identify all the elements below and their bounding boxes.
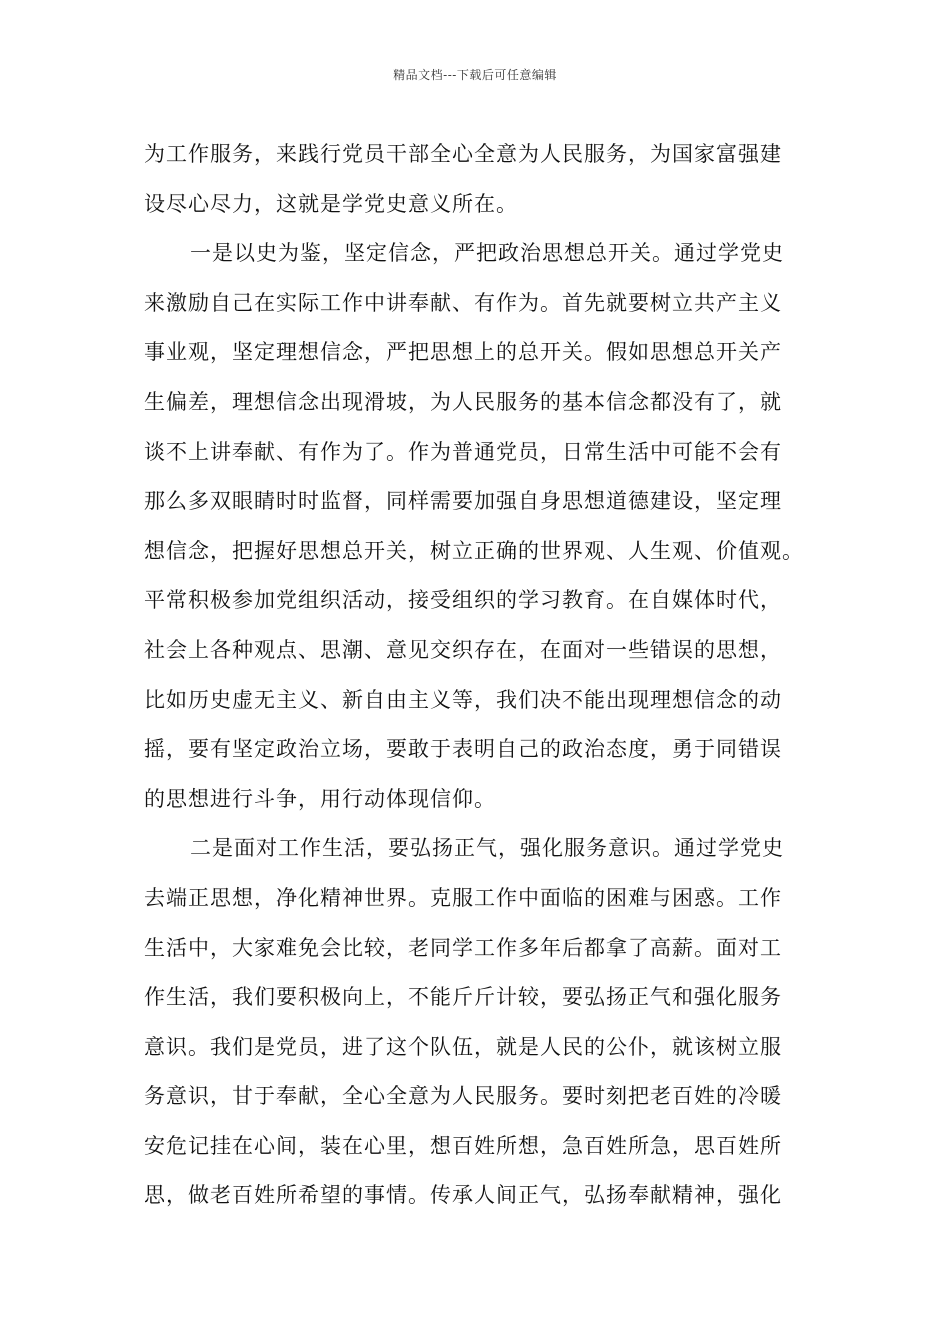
text-line: 二是面对工作生活，要弘扬正气，强化服务意识。通过学党史 — [190, 836, 784, 861]
text-line: 设尽心尽力，这就是学党史意义所在。 — [144, 191, 518, 216]
text-line: 思，做老百姓所希望的事情。传承人间正气，弘扬奉献精神，强化 — [144, 1183, 782, 1208]
text-line: 生活中，大家难免会比较，老同学工作多年后都拿了高薪。面对工 — [144, 935, 782, 960]
text-line: 为工作服务，来践行党员干部全心全意为人民服务，为国家富强建 — [144, 142, 782, 166]
document-body — [144, 130, 824, 1221]
text-line: 那么多双眼睛时时监督，同样需要加强自身思想道德建设，坚定理 — [144, 489, 782, 514]
text-line: 平常积极参加党组织活动，接受组织的学习教育。在自媒体时代， — [144, 588, 782, 613]
text-line: 安危记挂在心间，装在心里，想百姓所想，急百姓所急，思百姓所 — [144, 1133, 782, 1158]
page-header: 精品文档---下载后可任意编辑 — [393, 68, 557, 82]
text-line: 想信念，把握好思想总开关，树立正确的世界观、人生观、价值观。 — [144, 538, 804, 563]
text-line: 作生活，我们要积极向上，不能斤斤计较，要弘扬正气和强化服务 — [144, 985, 782, 1010]
text-line: 生偏差，理想信念出现滑坡，为人民服务的基本信念都没有了，就 — [144, 389, 782, 414]
text-line: 务意识，甘于奉献，全心全意为人民服务。要时刻把老百姓的冷暖 — [144, 1084, 782, 1109]
text-line: 比如历史虚无主义、新自由主义等，我们决不能出现理想信念的动 — [144, 687, 782, 712]
text-line: 摇，要有坚定政治立场，要敢于表明自己的政治态度，勇于同错误 — [144, 737, 782, 762]
text-line: 社会上各种观点、思潮、意见交织存在，在面对一些错误的思想， — [144, 637, 782, 662]
text-line: 事业观，坚定理想信念，严把思想上的总开关。假如思想总开关产 — [144, 340, 782, 365]
text-line: 意识。我们是党员，进了这个队伍，就是人民的公仆，就该树立服 — [144, 1034, 782, 1059]
text-line: 去端正思想，净化精神世界。克服工作中面临的困难与困惑。工作 — [144, 885, 782, 910]
text-line: 的思想进行斗争，用行动体现信仰。 — [144, 786, 496, 811]
text-line: 谈不上讲奉献、有作为了。作为普通党员，日常生活中可能不会有 — [144, 439, 782, 464]
text-line: 一是以史为鉴，坚定信念，严把政治思想总开关。通过学党史 — [190, 241, 784, 266]
text-line: 来激励自己在实际工作中讲奉献、有作为。首先就要树立共产主义 — [144, 290, 782, 315]
